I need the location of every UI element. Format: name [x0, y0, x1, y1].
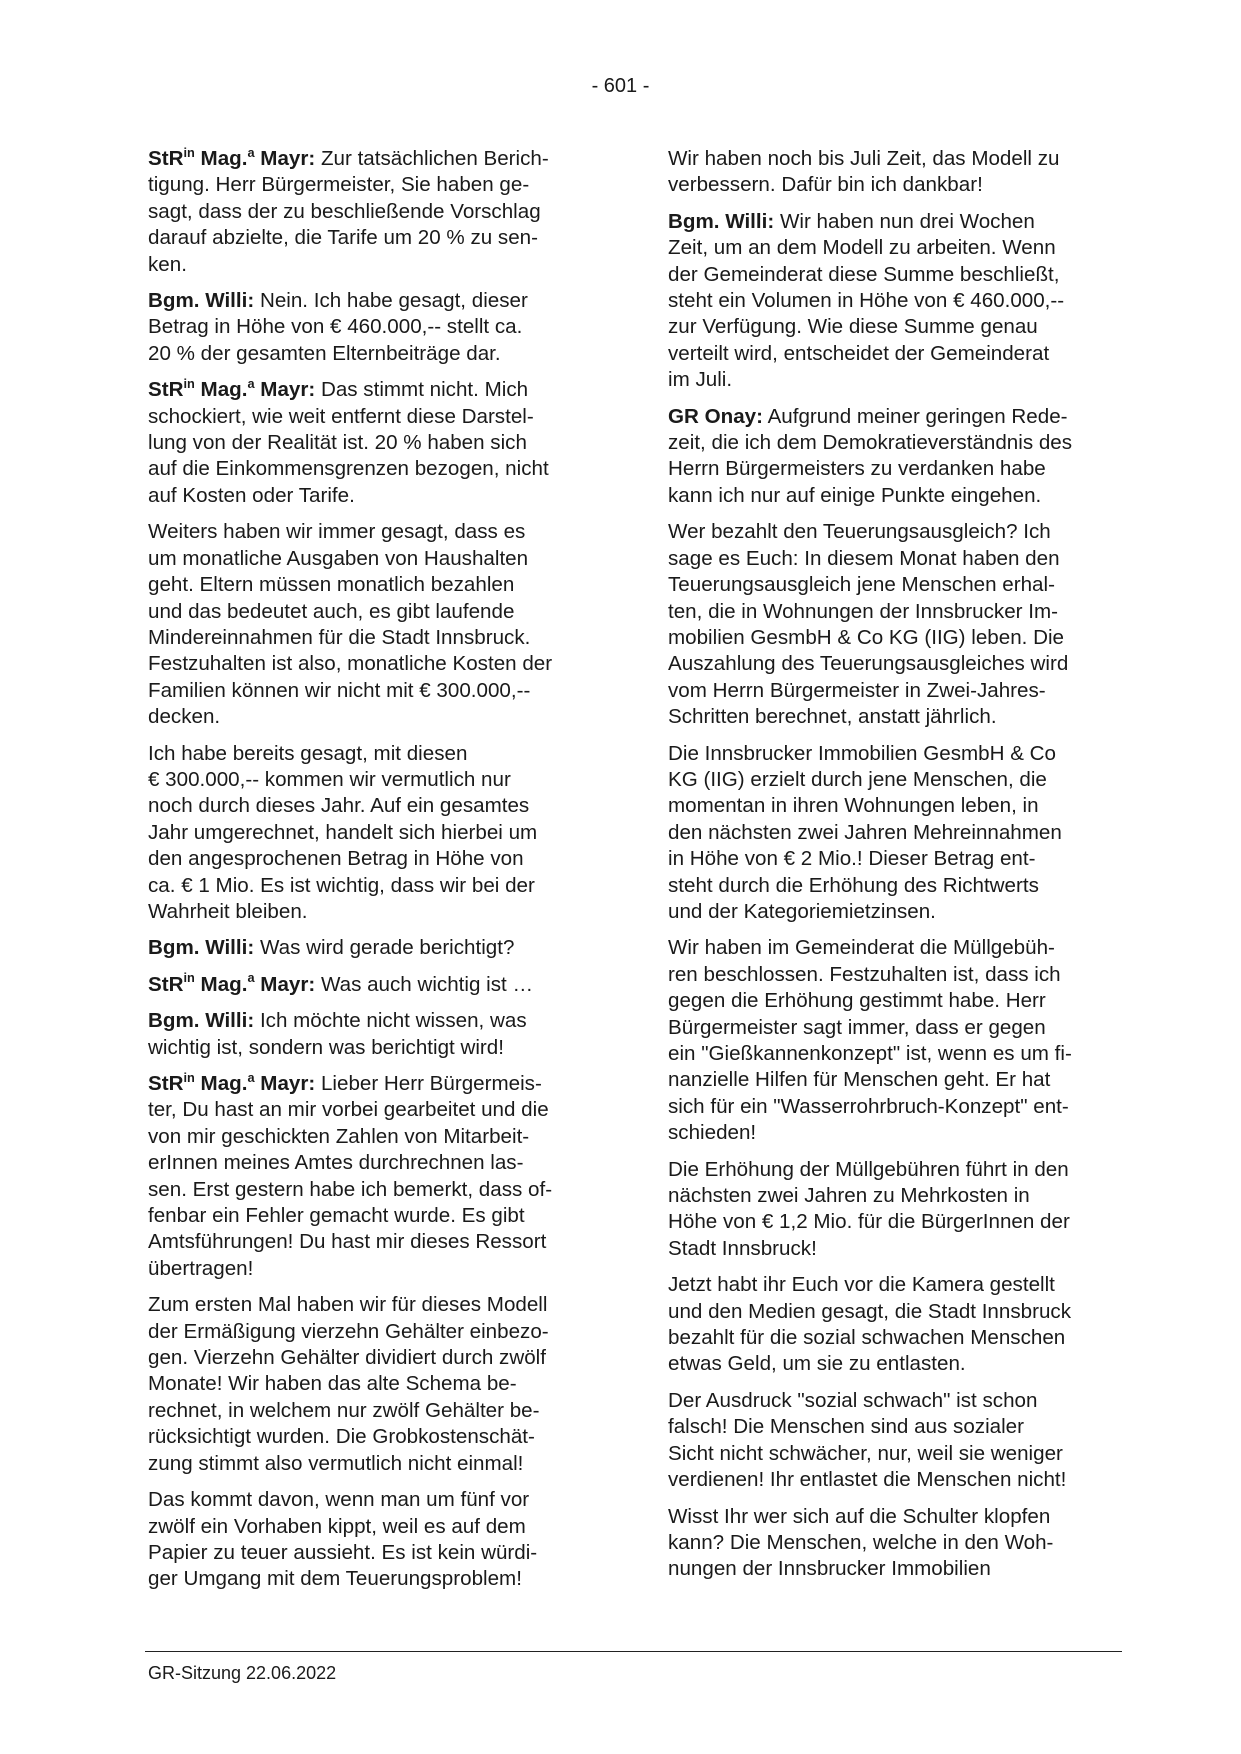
paragraph: Wer bezahlt den Teuerungsausgleich? Ich sage es Euch: In diesem Monat haben den Teuerungsausgleich jene Menschen erhal- ten, die in Wohnungen der Innsbrucker Im- mobilien GesmbH & Co KG (IIG) leben. Die Auszahlung des Teuerungsausgleiches wird vom Herrn Bürgermeister in Zwei-Jahres- Schritten berechnet, anstatt jährlich. [668, 520, 1069, 729]
page-number: - 601 - [591, 75, 650, 97]
paragraph: Das kommt davon, wenn man um fünf vor zwölf ein Vorhaben kippt, weil es auf dem Papier zu teuer aussieht. Es ist kein würdi- ger Umgang mit dem Teuerungsproblem! [148, 1488, 538, 1591]
paragraph: Zum ersten Mal haben wir für dieses Modell der Ermäßigung vierzehn Gehälter einbezo- gen. Vierzehn Gehälter dividiert durch zwölf Monate! Wir haben das alte Schema be- rechnet, in welchem nur zwölf Gehälter be- rücksichtigt wurden. Die Grobkostenschät- zung stimmt also vermutlich nicht einmal! [148, 1293, 549, 1475]
speaker-label: Bgm. Willi: [148, 936, 255, 960]
paragraph [668, 209, 1130, 394]
paragraph [148, 377, 610, 509]
paragraph: Die Innsbrucker Immobilien GesmbH & Co KG (IIG) erzielt durch jene Menschen, die momentan in ihren Wohnungen leben, in den nächsten zwei Jahren Mehreinnahmen in Höhe von € 2 Mio.! Dieser Betrag ent- steht durch die Erhöhung des Richtwerts und der Kategoriemietzinsen. [668, 741, 1062, 923]
footer-session-date: GR-Sitzung 22.06.2022 [148, 1663, 337, 1683]
paragraph: Der Ausdruck "sozial schwach" ist schon falsch! Die Menschen sind aus sozialer Sicht nicht schwächer, nur, weil sie weniger verdienen! Ihr entlastet die Menschen nicht! [668, 1388, 1067, 1492]
right-column [668, 146, 1130, 1593]
paragraph [668, 404, 1130, 510]
paragraph [148, 935, 610, 961]
paragraph-text: Lieber Herr Bürgermeis- ter, Du hast an mir vorbei gearbeitet und die von mir geschickten Zahlen von Mitarbeit- erInnen meines Amtes durchrechnen las- sen. Erst gestern habe ich bemerkt, dass of- fenbar ein Fehler gemacht wurde. Es gibt Amtsführungen! Du hast mir dieses Ressort übertragen! [148, 1072, 553, 1280]
paragraph [148, 288, 610, 367]
speaker-label: StR$^{in}$ Mag.$^a$ Mayr: [148, 970, 316, 996]
paragraph [148, 146, 610, 278]
paragraph-text: Was auch wichtig ist … [315, 972, 534, 996]
paragraph-text: Aufgrund meiner geringen Rede- zeit, die ich dem Demokratieverständnis des Herrn Bürgermeisters zu verdanken habe kann ich nur auf einige Punkte eingehen. [668, 404, 1073, 507]
paragraph-text: Das stimmt nicht. Mich schockiert, wie weit entfernt diese Darstel- lung von der Realität ist. 20 % haben sich auf die Einkommensgrenzen bezogen, nicht auf Kosten oder Tarife. [148, 378, 549, 507]
speaker-label: Bgm. Willi: [668, 209, 775, 233]
paragraph: Weiters haben wir immer gesagt, dass es um monatliche Ausgaben von Haushalten geht. Eltern müssen monatlich bezahlen und das bedeutet auch, es gibt laufende Mindereinnahmen für die Stadt Innsbruck. Festzuhalten ist also, monatliche Kosten der Familien können wir nicht mit € 300.000,-- decken. [148, 520, 553, 729]
speaker-label: Bgm. Willi: [148, 1009, 255, 1033]
paragraph: Wir haben im Gemeinderat die Müllgebüh- ren beschlossen. Festzuhalten ist, dass ich gegen die Erhöhung gestimmt habe. Herr Bürgermeister sagt immer, dass er gegen ein "Gießkannenkonzept" ist, wenn es um fi- nanzielle Hilfen für Menschen geht. Er hat sich für ein "Wasserrohrbruch-Konzept" ent- schieden! [668, 936, 1072, 1145]
paragraph-text: Nein. Ich habe gesagt, dieser Betrag in Höhe von € 460.000,-- stellt ca. 20 % der gesamten Elternbeiträge dar. [148, 289, 528, 365]
paragraph: Wisst Ihr wer sich auf die Schulter klopfen kann? Die Menschen, welche in den Woh- nungen der Innsbrucker Immobilien [668, 1504, 1054, 1581]
paragraph [148, 1071, 610, 1282]
speaker-label: StR$^{in}$ Mag.$^a$ Mayr: [148, 1069, 316, 1095]
paragraph [148, 972, 610, 998]
paragraph: Jetzt habt ihr Euch vor die Kamera gestellt und den Medien gesagt, die Stadt Innsbruck bezahlt für die sozial schwachen Menschen etwas Geld, um sie zu entlasten. [668, 1273, 1071, 1376]
speaker-label: StR$^{in}$ Mag.$^a$ Mayr: [148, 144, 316, 170]
paragraph [148, 1008, 610, 1061]
left-column [148, 146, 610, 1603]
paragraph: Ich habe bereits gesagt, mit diesen € 300.000,-- kommen wir vermutlich nur noch durch dieses Jahr. Auf ein gesamtes Jahr umgerechnet, handelt sich hierbei um den angesprochenen Betrag in Höhe von ca. € 1 Mio. Es ist wichtig, dass wir bei der Wahrheit bleiben. [148, 741, 538, 923]
speaker-label: StR$^{in}$ Mag.$^a$ Mayr: [148, 375, 316, 402]
paragraph-text: Was wird gerade berichtigt? [254, 936, 515, 960]
paragraph: Die Erhöhung der Müllgebühren führt in den nächsten zwei Jahren zu Mehrkosten in Höhe von € 1,2 Mio. für die BürgerInnen der Stadt Innsbruck! [668, 1157, 1070, 1260]
paragraph: Wir haben noch bis Juli Zeit, das Modell zu verbessern. Dafür bin ich dankbar! [668, 147, 1060, 197]
paragraph-text: Ich möchte nicht wissen, was wichtig ist, sondern was berichtigt wird! [148, 1009, 527, 1059]
speaker-label: GR Onay: [668, 404, 763, 428]
paragraph-text: Wir haben nun drei Wochen Zeit, um an dem Modell zu arbeiten. Wenn der Gemeinderat diese Summe beschließt, steht ein Volumen in Höhe von € 460.000,-- zur Verfügung. Wie diese Summe genau verteilt wird, entscheidet der Gemeinderat im Juli. [668, 209, 1065, 392]
speaker-label: Bgm. Willi: [148, 289, 255, 313]
paragraph-text: Zur tatsächlichen Berich- tigung. Herr Bürgermeister, Sie haben ge- sagt, dass der zu beschließende Vorschlag darauf abzielte, die Tarife um 20 % zu sen- ken. [148, 147, 549, 276]
footer-divider [145, 1651, 1122, 1652]
